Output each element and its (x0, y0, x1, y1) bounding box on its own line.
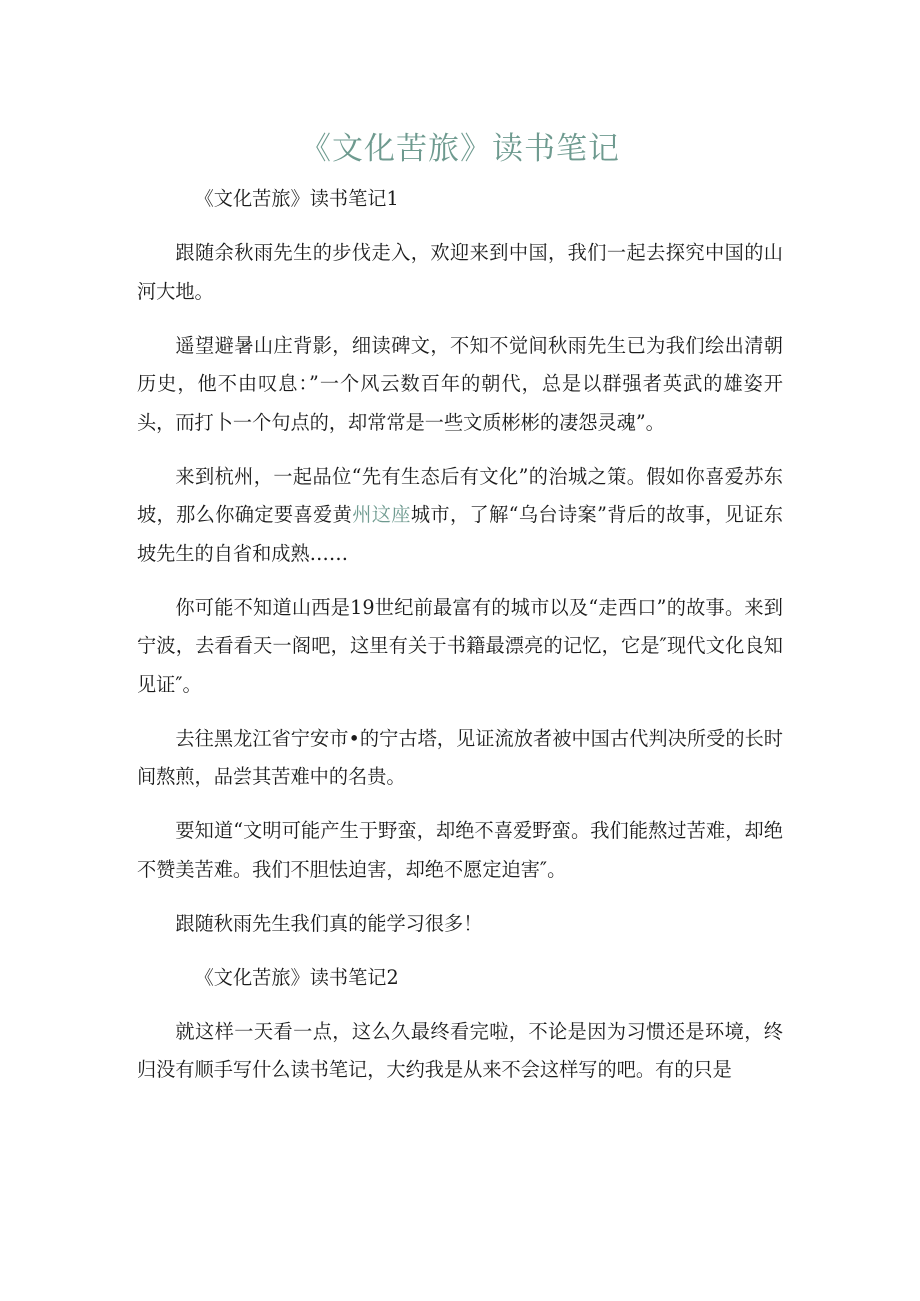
section-heading-1: 《文化苦旅》读书笔记1 (194, 187, 399, 210)
paragraph (137, 458, 783, 574)
section-heading-2: 《文化苦旅》读书笔记2 (194, 965, 399, 989)
paragraph: 遥望避暑山庄背影，细读碑文，不知不觉间秋雨先生已为我们绘出清朝历史，他不由叹息：”一个风云数百年的朝代，总是以群强者英武的雄姿开头，而打卜一个句点的，却常常是一些文质彬彬的凄怨灵魂”。 (137, 333, 783, 434)
paragraph-text: 城市，了解“乌台诗案”背后的故事，见证东坡先生的自省和成熟…… (137, 503, 783, 565)
paragraph: 跟随余秋雨先生的步伐走入，欢迎来到中国，我们一起去探究中国的山河大地。 (137, 241, 783, 303)
document-title: 《文化苦旅》读书笔记 (300, 131, 620, 167)
highlighted-text: 州这座 (352, 503, 411, 526)
paragraph: 跟随秋雨先生我们真的能学习很多！ (175, 911, 483, 935)
paragraph: 去往黑龙江省宁安市•的宁古塔，见证流放者被中国古代判决所受的长时间熬煎，品尝其苦难中的名贵。 (137, 726, 783, 788)
paragraph-text: 来到杭州，一起品位“先有生态后有文化”的治城之策。假如你喜爱苏东坡，那么你确定要喜爱黄 (137, 464, 783, 526)
paragraph: 你可能不知道山西是19世纪前最富有的城市以及“走西口”的故事。来到宁波，去看看天一阁吧，这里有关于书籍最漂亮的记忆，它是″现代文化良知见证″。 (137, 595, 783, 696)
paragraph: 就这样一天看一点，这么久最终看完啦，不论是因为习惯还是环境，终归没有顺手写什么读书笔记，大约我是从来不会这样写的吧。有的只是 (137, 1019, 783, 1081)
paragraph: 要知道“文明可能产生于野蛮，却绝不喜爱野蛮。我们能熬过苦难，却绝不赞美苦难。我们不胆怯迫害，却绝不愿定迫害″。 (137, 819, 783, 881)
document-body (137, 180, 783, 1105)
